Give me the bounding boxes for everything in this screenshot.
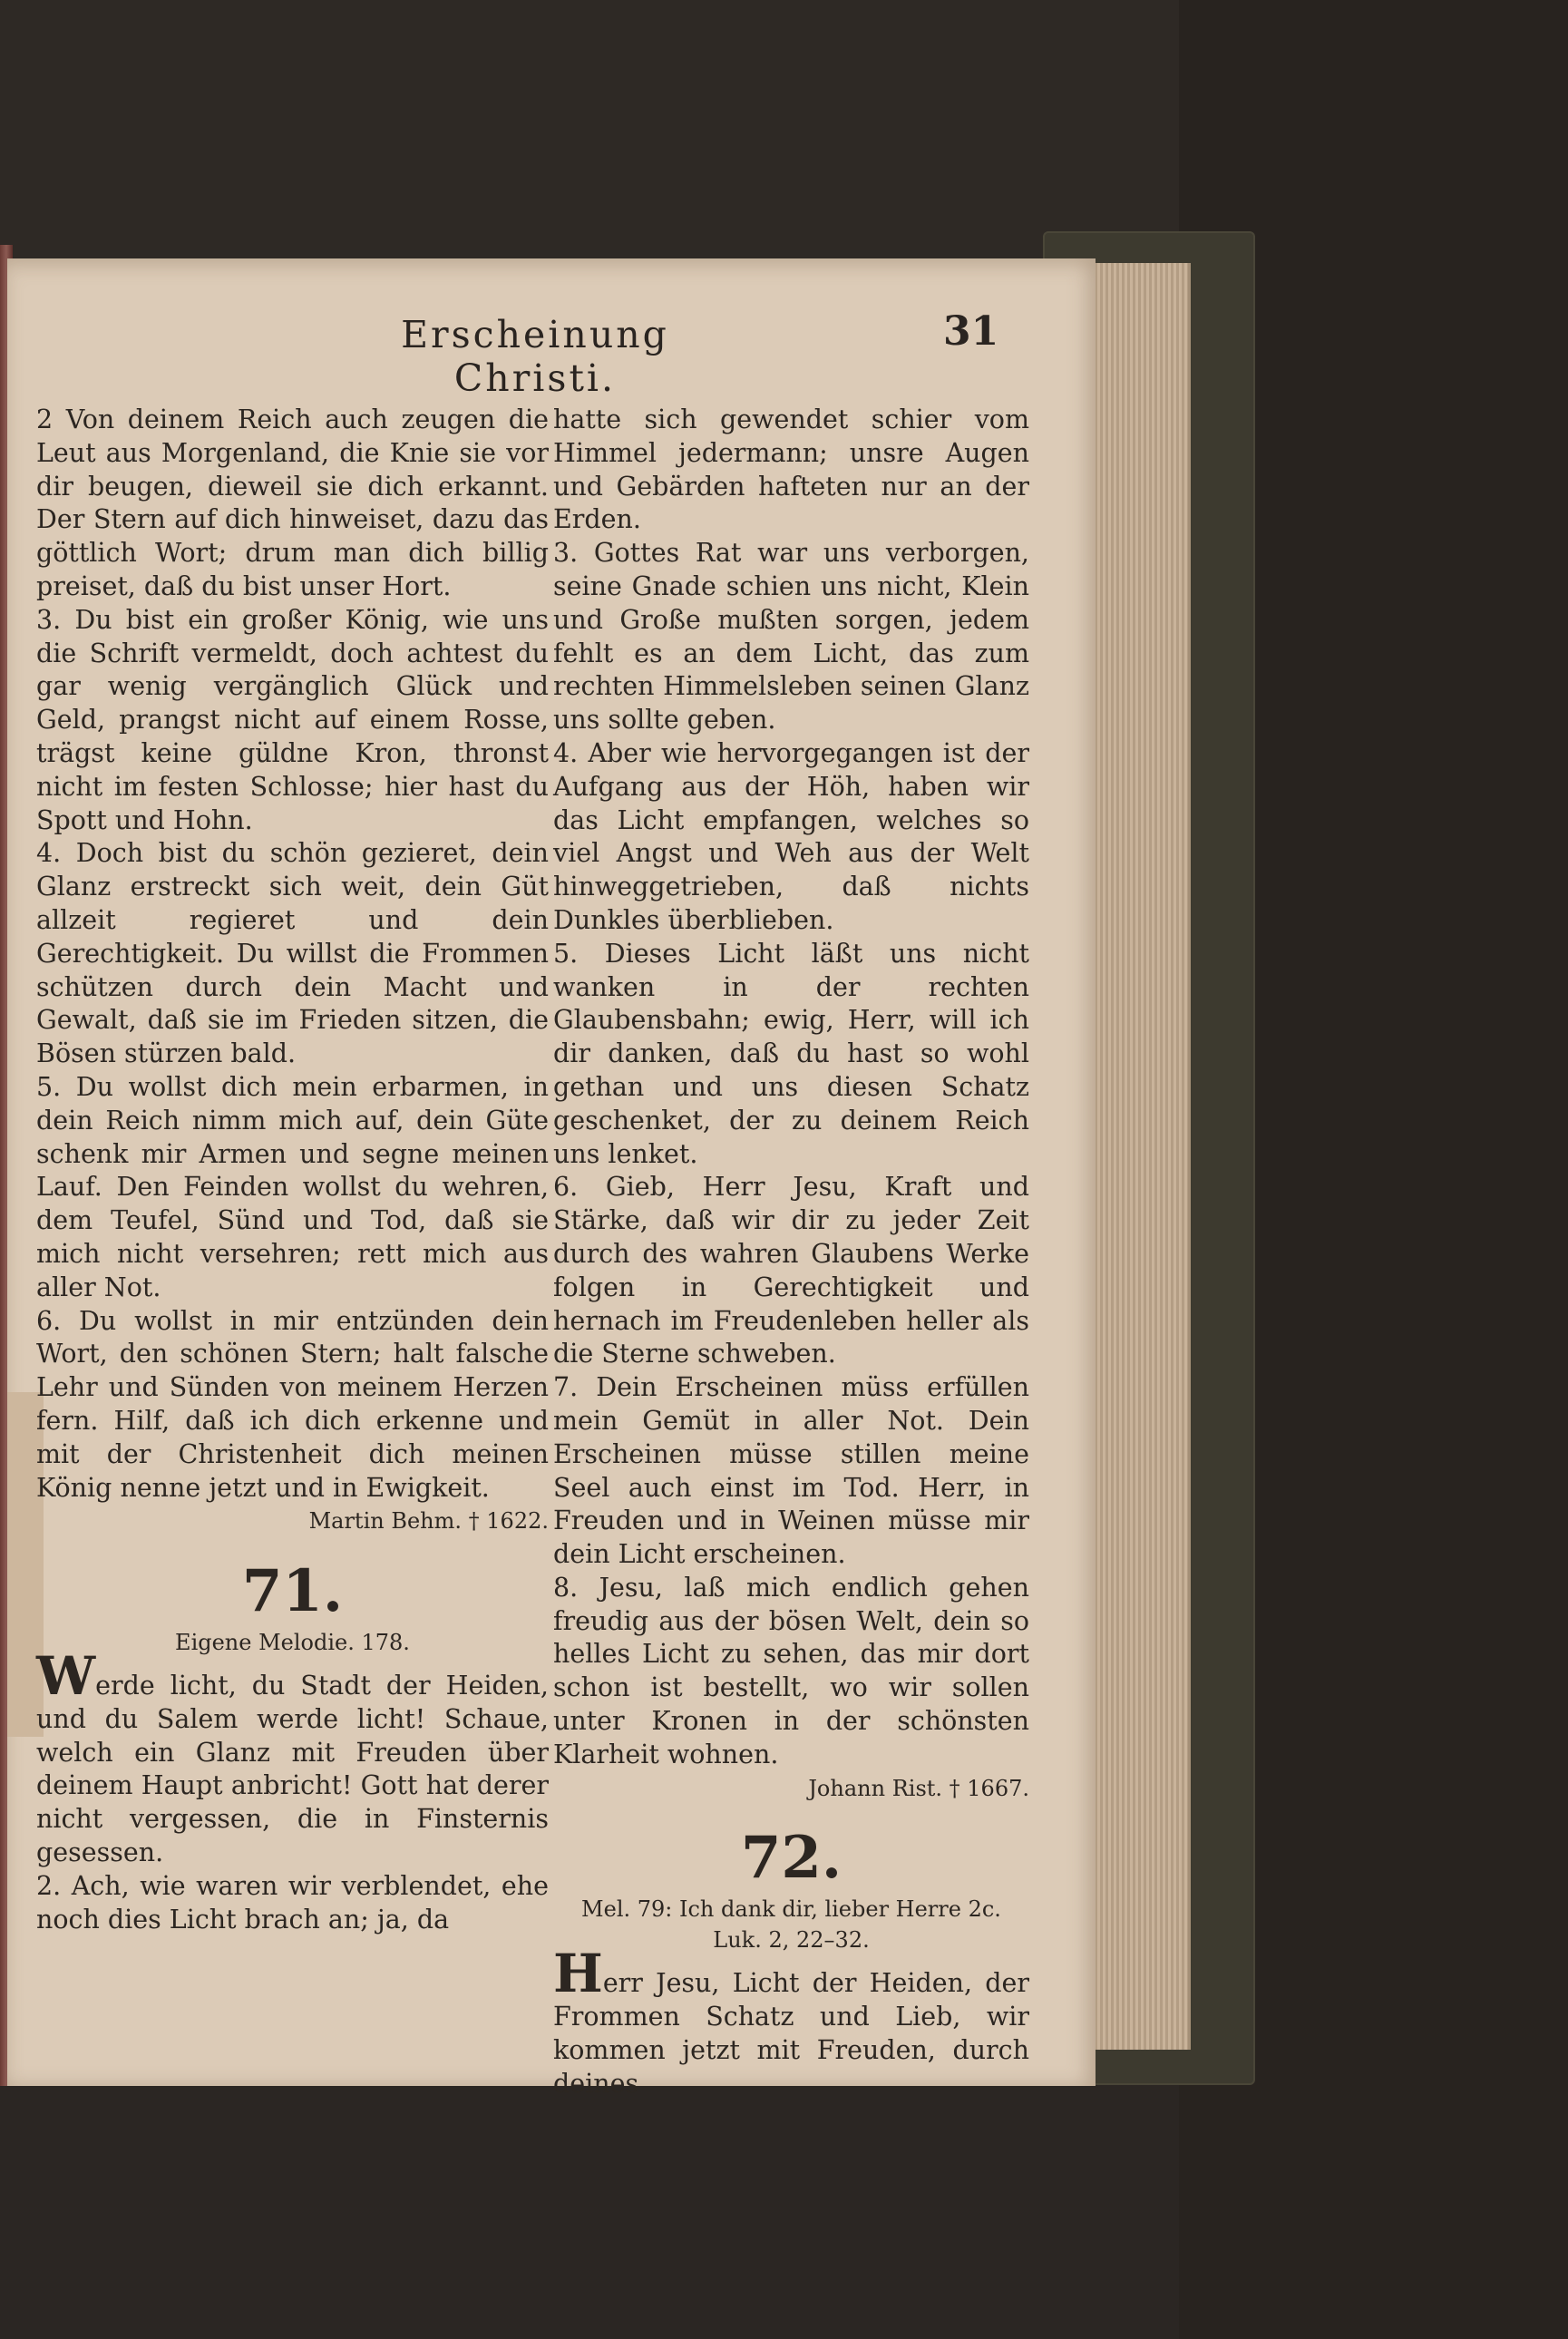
hymn-number: 72. bbox=[740, 1824, 842, 1893]
verse bbox=[553, 1943, 1029, 2100]
verse: 6. Du wollst in mir entzünden dein Wort, den schönen Stern; halt falsche Lehr und Sünden von meinem Herzen fern. Hilf, daß ich dich erkenne und mit der Christenheit dich meinen König nenne jetzt und in Ewigkeit. bbox=[36, 1305, 549, 1503]
verse: 2. Ach, wie waren wir verblendet, ehe noch dies Licht brach an; ja, da bbox=[36, 1870, 549, 1935]
scripture-reference: Luk. 2, 22–32. bbox=[713, 1927, 870, 1954]
drop-cap: H bbox=[553, 1943, 603, 2005]
right-column bbox=[553, 404, 1029, 2101]
verse: 3. Gottes Rat war uns verborgen, seine Gnade schien uns nicht, Klein und Große mußten sorgen, jedem fehlt es an dem Licht, das zum rechten Himmelsleben seinen Glanz uns sollte geben. bbox=[553, 538, 1029, 736]
hymn-author: Johann Rist. † 1667. bbox=[808, 1775, 1029, 1801]
verse: 6. Gieb, Herr Jesu, Kraft und Stärke, daß wir dir zu jeder Zeit durch des wahren Glaubens Werke folgen in Gerechtigkeit und hernach im Freudenleben heller als die Sterne schweben. bbox=[553, 1172, 1029, 1369]
verse-text: erde licht, du Stadt der Heiden, und du Salem werde licht! Schaue, welch ein Glanz mit Freuden über deinem Haupt anbricht! Gott hat derer nicht vergessen, die in Finsternis gesessen. bbox=[36, 1671, 549, 1868]
drop-cap: W bbox=[36, 1645, 96, 1708]
verse: 7. Dein Erscheinen müss erfüllen mein Gemüt in aller Not. Dein Erscheinen müsse stillen meine Seel auch einst im Tod. Herr, in Freuden und in Weinen müsse mir dein Licht erscheinen. bbox=[553, 1372, 1029, 1570]
hymn-author: Martin Behm. † 1622. bbox=[308, 1508, 549, 1535]
verse: 8. Jesu, laß mich endlich gehen freudig aus der bösen Welt, dein so helles Licht zu sehen, das mir dort schon ist bestellt, wo wir sollen unter Kronen in der schönsten Klarheit wohnen. bbox=[553, 1572, 1029, 1769]
page-header-title: Erscheinung Christi. bbox=[401, 313, 669, 400]
verse: 3. Du bist ein großer König, wie uns die Schrift vermeldt, doch achtest du gar wenig vergänglich Glück und Geld, prangst nicht auf einem Rosse, trägst keine güldne Kron, thronst nicht im festen Schlosse; hier hast du Spott und Hohn. bbox=[36, 604, 549, 835]
left-column bbox=[36, 404, 549, 1936]
hymn-melody: Eigene Melodie. 178. bbox=[175, 1630, 410, 1656]
page-number: 31 bbox=[943, 308, 999, 355]
page-edges bbox=[1081, 263, 1191, 2050]
verse bbox=[36, 1645, 549, 1870]
hymn-melody: Mel. 79: Ich dank dir, lieber Herre 2c. bbox=[581, 1896, 1001, 1923]
verse: 2 Von deinem Reich auch zeugen die Leut aus Morgenland, die Knie sie vor dir beugen, dieweil sie dich erkannt. Der Stern auf dich hinweiset, dazu das göttlich Wort; drum man dich billig preiset, daß du bist unser Hort. bbox=[36, 404, 549, 601]
verse: hatte sich gewendet schier vom Himmel jedermann; unsre Augen und Gebärden hafteten nur an der Erden. bbox=[553, 404, 1029, 535]
verse: 5. Du wollst dich mein erbarmen, in dein Reich nimm mich auf, dein Güte schenk mir Armen und segne meinen Lauf. Den Feinden wollst du wehren, dem Teufel, Sünd und Tod, daß sie mich nicht versehren; rett mich aus aller Not. bbox=[36, 1071, 549, 1302]
verse: 5. Dieses Licht läßt uns nicht wanken in der rechten Glaubensbahn; ewig, Herr, will ich dir danken, daß du hast so wohl gethan und uns diesen Schatz geschenket, der zu deinem Reich uns lenket. bbox=[553, 938, 1029, 1169]
verse: 4. Doch bist du schön gezieret, dein Glanz erstreckt sich weit, dein Güt allzeit regieret und dein Gerechtigkeit. Du willst die Frommen schützen durch dein Macht und Gewalt, daß sie im Frieden sitzen, die Bösen stürzen bald. bbox=[36, 838, 549, 1069]
verse-text: err Jesu, Licht der Heiden, der Frommen Schatz und Lieb, wir kommen jetzt mit Freuden, durch deines bbox=[553, 1968, 1029, 2099]
verse: 4. Aber wie hervorgegangen ist der Aufgang aus der Höh, haben wir das Licht empfangen, welches so viel Angst und Weh aus der Welt hinweggetrieben, daß nichts Dunkles überblieben. bbox=[553, 737, 1029, 935]
hymn-number: 71. bbox=[241, 1557, 344, 1626]
